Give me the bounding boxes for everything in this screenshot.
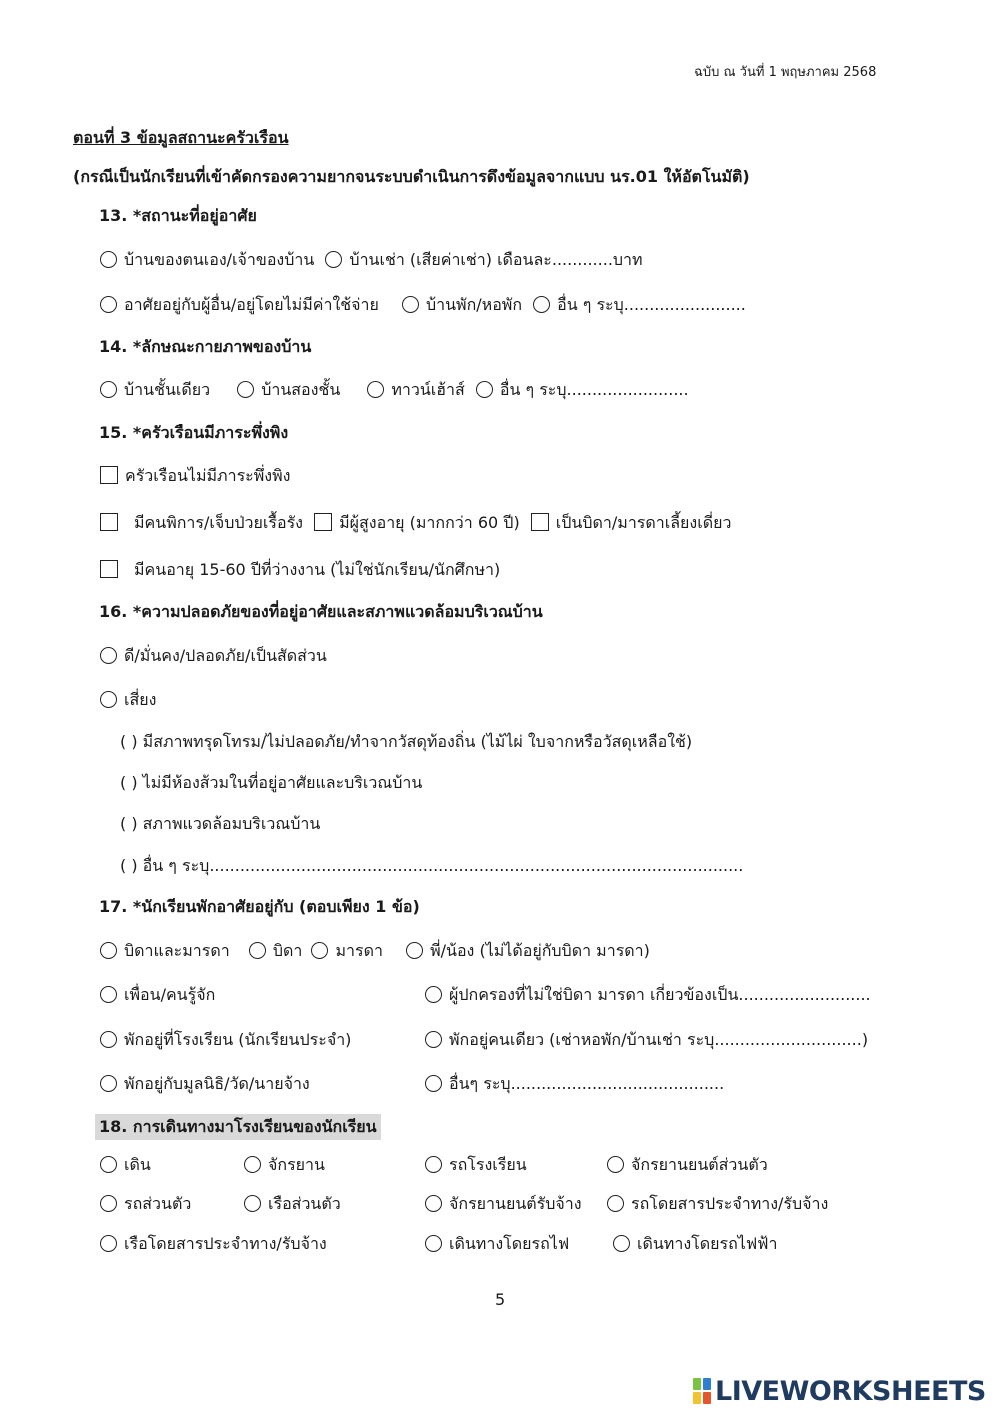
q16-sub-option-other[interactable]: ( ) อื่น ๆ ระบุ......................................................................................................... xyxy=(120,856,744,875)
q18-option-school-bus[interactable]: รถโรงเรียน xyxy=(425,1154,527,1176)
radio-icon[interactable] xyxy=(607,1195,624,1212)
q15-option-unemployed[interactable]: มีคนอายุ 15-60 ปีที่ว่างงาน (ไม่ใช่นักเรียน/นักศึกษา) xyxy=(100,559,500,581)
radio-icon[interactable] xyxy=(406,942,423,959)
radio-icon[interactable] xyxy=(100,1235,117,1252)
q15-label: 15. *ครัวเรือนมีภาระพึ่งพิง xyxy=(99,423,289,442)
q13-option-own-house[interactable]: บ้านของตนเอง/เจ้าของบ้าน xyxy=(100,249,314,271)
radio-icon[interactable] xyxy=(100,296,117,313)
q18-option-motorcycle-taxi[interactable]: จักรยานยนต์รับจ้าง xyxy=(425,1193,582,1215)
q18-option-private-boat[interactable]: เรือส่วนตัว xyxy=(244,1193,341,1215)
radio-icon[interactable] xyxy=(100,381,117,398)
q18-option-ferry[interactable]: เรือโดยสารประจำทาง/รับจ้าง xyxy=(100,1233,327,1255)
q17-option-friends[interactable]: เพื่อน/คนรู้จัก xyxy=(100,984,215,1006)
checkbox-icon[interactable] xyxy=(531,513,549,531)
radio-icon[interactable] xyxy=(425,1075,442,1092)
q15-option-elderly[interactable]: มีผู้สูงอายุ (มากกว่า 60 ปี) xyxy=(314,512,520,534)
q14-label: 14. *ลักษณะกายภาพของบ้าน xyxy=(99,337,312,356)
section-note: (กรณีเป็นนักเรียนที่เข้าคัดกรองความยากจนระบบดำเนินการดึงข้อมูลจากแบบ นร.01 ให้อัตโนมัติ) xyxy=(73,167,750,186)
q14-option-two-storey[interactable]: บ้านสองชั้น xyxy=(237,379,340,401)
checkbox-icon[interactable] xyxy=(100,560,118,578)
brand-name: LIVEWORKSHEETS xyxy=(715,1375,986,1407)
q16-sub-option-environment[interactable]: ( ) สภาพแวดล้อมบริเวณบ้าน xyxy=(120,814,321,833)
q14-option-other[interactable]: อื่น ๆ ระบุ........................ xyxy=(476,379,689,401)
radio-icon[interactable] xyxy=(533,296,550,313)
page-number: 5 xyxy=(495,1290,506,1309)
q13-option-rent[interactable]: บ้านเช่า (เสียค่าเช่า) เดือนละ............บาท xyxy=(325,249,642,271)
q17-option-both-parents[interactable]: บิดาและมารดา xyxy=(100,940,230,962)
radio-icon[interactable] xyxy=(100,942,117,959)
liveworksheets-logo xyxy=(693,1374,986,1408)
q14-option-townhouse[interactable]: ทาวน์เฮ้าส์ xyxy=(367,379,464,401)
radio-icon[interactable] xyxy=(402,296,419,313)
radio-icon[interactable] xyxy=(367,381,384,398)
q16-sub-option-dilapidated[interactable]: ( ) มีสภาพทรุดโทรม/ไม่ปลอดภัย/ทำจากวัสดุท้องถิ่น (ไม้ไผ่ ใบจากหรือวัสดุเหลือใช้) xyxy=(120,732,693,751)
q17-option-other[interactable]: อื่นๆ ระบุ.......................................... xyxy=(425,1073,724,1095)
q18-option-train[interactable]: เดินทางโดยรถไฟ xyxy=(425,1233,569,1255)
q17-option-father[interactable]: บิดา xyxy=(249,940,303,962)
q15-option-no-dependents[interactable]: ครัวเรือนไม่มีภาระพึ่งพิง xyxy=(100,465,290,487)
q13-row-1 xyxy=(100,249,643,271)
radio-icon[interactable] xyxy=(425,986,442,1003)
q17-row-1 xyxy=(100,940,650,962)
q16-label: 16. *ความปลอดภัยของที่อยู่อาศัยและสภาพแวดล้อมบริเวณบ้าน xyxy=(99,602,543,621)
q18-option-skytrain[interactable]: เดินทางโดยรถไฟฟ้า xyxy=(613,1233,777,1255)
q18-option-bus[interactable]: รถโดยสารประจำทาง/รับจ้าง xyxy=(607,1193,828,1215)
q13-option-live-with-others[interactable]: อาศัยอยู่กับผู้อื่น/อยู่โดยไม่มีค่าใช้จ่าย xyxy=(100,294,379,316)
q15-option-disabled-chronic[interactable]: มีคนพิการ/เจ็บป่วยเรื้อรัง xyxy=(100,512,303,534)
radio-icon[interactable] xyxy=(100,1031,117,1048)
radio-icon[interactable] xyxy=(325,251,342,268)
radio-icon[interactable] xyxy=(244,1195,261,1212)
q16-sub-option-no-toilet[interactable]: ( ) ไม่มีห้องส้วมในที่อยู่อาศัยและบริเวณบ้าน xyxy=(120,773,423,792)
radio-icon[interactable] xyxy=(425,1031,442,1048)
radio-icon[interactable] xyxy=(425,1235,442,1252)
q13-option-dormitory[interactable]: บ้านพัก/หอพัก xyxy=(402,294,522,316)
version-date: ฉบับ ณ วันที่ 1 พฤษภาคม 2568 xyxy=(694,65,877,80)
q17-option-siblings[interactable]: พี่/น้อง (ไม่ได้อยู่กับบิดา มารดา) xyxy=(406,940,650,962)
radio-icon[interactable] xyxy=(100,986,117,1003)
radio-icon[interactable] xyxy=(100,251,117,268)
q17-option-alone[interactable]: พักอยู่คนเดียว (เช่าหอพัก/บ้านเช่า ระบุ.............................) xyxy=(425,1029,868,1051)
radio-icon[interactable] xyxy=(100,691,117,708)
liveworksheets-logo-icon xyxy=(693,1378,711,1404)
q18-option-private-motorcycle[interactable]: จักรยานยนต์ส่วนตัว xyxy=(607,1154,768,1176)
q13-row-2 xyxy=(100,294,746,316)
q13-option-other[interactable]: อื่น ๆ ระบุ........................ xyxy=(533,294,746,316)
q17-option-foundation[interactable]: พักอยู่กับมูลนิธิ/วัด/นายจ้าง xyxy=(100,1073,310,1095)
radio-icon[interactable] xyxy=(100,1075,117,1092)
q17-option-mother[interactable]: มารดา xyxy=(311,940,383,962)
radio-icon[interactable] xyxy=(100,647,117,664)
radio-icon[interactable] xyxy=(425,1156,442,1173)
q17-option-guardian[interactable]: ผู้ปกครองที่ไม่ใช่บิดา มารดา เกี่ยวข้องเป็น.......................... xyxy=(425,984,871,1006)
radio-icon[interactable] xyxy=(249,942,266,959)
radio-icon[interactable] xyxy=(425,1195,442,1212)
q18-option-private-car[interactable]: รถส่วนตัว xyxy=(100,1193,191,1215)
radio-icon[interactable] xyxy=(244,1156,261,1173)
q15-row-2 xyxy=(100,512,731,534)
checkbox-icon[interactable] xyxy=(100,513,118,531)
q17-option-boarding-school[interactable]: พักอยู่ที่โรงเรียน (นักเรียนประจำ) xyxy=(100,1029,351,1051)
section-title: ตอนที่ 3 ข้อมูลสถานะครัวเรือน xyxy=(73,128,289,147)
q16-option-safe[interactable]: ดี/มั่นคง/ปลอดภัย/เป็นสัดส่วน xyxy=(100,645,327,667)
q16-option-risky[interactable]: เสี่ยง xyxy=(100,689,156,711)
checkbox-icon[interactable] xyxy=(100,466,118,484)
radio-icon[interactable] xyxy=(311,942,328,959)
checkbox-icon[interactable] xyxy=(314,513,332,531)
radio-icon[interactable] xyxy=(237,381,254,398)
q13-label: 13. *สถานะที่อยู่อาศัย xyxy=(99,206,257,225)
q18-option-bicycle[interactable]: จักรยาน xyxy=(244,1154,325,1176)
q15-option-single-parent[interactable]: เป็นบิดา/มารดาเลี้ยงเดี่ยว xyxy=(531,512,732,534)
q14-row xyxy=(100,379,689,401)
radio-icon[interactable] xyxy=(607,1156,624,1173)
radio-icon[interactable] xyxy=(100,1195,117,1212)
q17-label: 17. *นักเรียนพักอาศัยอยู่กับ (ตอบเพียง 1 ข้อ) xyxy=(99,897,420,916)
q18-option-walk[interactable]: เดิน xyxy=(100,1154,151,1176)
radio-icon[interactable] xyxy=(613,1235,630,1252)
q14-option-one-storey[interactable]: บ้านชั้นเดียว xyxy=(100,379,210,401)
radio-icon[interactable] xyxy=(476,381,493,398)
radio-icon[interactable] xyxy=(100,1156,117,1173)
q18-label: 18. การเดินทางมาโรงเรียนของนักเรียน xyxy=(95,1114,381,1140)
